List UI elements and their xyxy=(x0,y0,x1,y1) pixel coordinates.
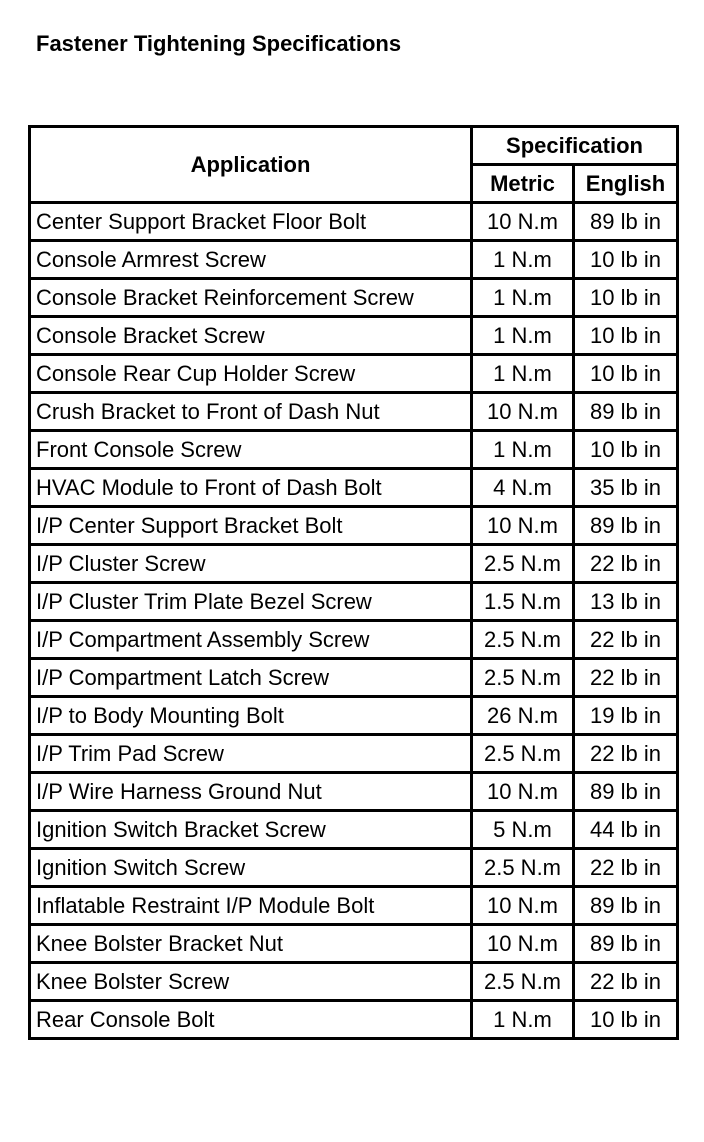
table-row xyxy=(30,887,678,925)
table-row xyxy=(30,279,678,317)
cell-english: 89 lb in xyxy=(574,925,678,963)
cell-english: 19 lb in xyxy=(574,697,678,735)
cell-application: Console Armrest Screw xyxy=(30,241,472,279)
cell-english: 89 lb in xyxy=(574,393,678,431)
cell-application: Knee Bolster Screw xyxy=(30,963,472,1001)
cell-english: 10 lb in xyxy=(574,355,678,393)
cell-metric: 4 N.m xyxy=(472,469,574,507)
cell-application: I/P Center Support Bracket Bolt xyxy=(30,507,472,545)
cell-english: 22 lb in xyxy=(574,963,678,1001)
cell-application: I/P Cluster Trim Plate Bezel Screw xyxy=(30,583,472,621)
cell-english: 22 lb in xyxy=(574,849,678,887)
cell-english: 10 lb in xyxy=(574,317,678,355)
table-row xyxy=(30,925,678,963)
cell-metric: 1 N.m xyxy=(472,279,574,317)
table-row xyxy=(30,811,678,849)
table-row xyxy=(30,241,678,279)
table-row xyxy=(30,735,678,773)
cell-application: Rear Console Bolt xyxy=(30,1001,472,1039)
table-row xyxy=(30,317,678,355)
cell-english: 89 lb in xyxy=(574,507,678,545)
table-row xyxy=(30,507,678,545)
cell-metric: 1.5 N.m xyxy=(472,583,574,621)
table-row xyxy=(30,697,678,735)
cell-metric: 2.5 N.m xyxy=(472,659,574,697)
cell-english: 22 lb in xyxy=(574,621,678,659)
cell-application: Crush Bracket to Front of Dash Nut xyxy=(30,393,472,431)
table-row xyxy=(30,355,678,393)
cell-application: I/P Trim Pad Screw xyxy=(30,735,472,773)
cell-english: 89 lb in xyxy=(574,773,678,811)
cell-application: HVAC Module to Front of Dash Bolt xyxy=(30,469,472,507)
cell-english: 13 lb in xyxy=(574,583,678,621)
cell-application: Knee Bolster Bracket Nut xyxy=(30,925,472,963)
cell-application: I/P Cluster Screw xyxy=(30,545,472,583)
cell-metric: 1 N.m xyxy=(472,355,574,393)
cell-metric: 1 N.m xyxy=(472,1001,574,1039)
cell-application: Ignition Switch Bracket Screw xyxy=(30,811,472,849)
header-english: English xyxy=(574,165,678,203)
cell-application: Center Support Bracket Floor Bolt xyxy=(30,203,472,241)
table-row xyxy=(30,431,678,469)
cell-metric: 1 N.m xyxy=(472,431,574,469)
header-metric: Metric xyxy=(472,165,574,203)
cell-application: I/P Compartment Assembly Screw xyxy=(30,621,472,659)
cell-english: 89 lb in xyxy=(574,887,678,925)
cell-application: I/P Wire Harness Ground Nut xyxy=(30,773,472,811)
cell-metric: 2.5 N.m xyxy=(472,621,574,659)
table-row xyxy=(30,583,678,621)
cell-english: 10 lb in xyxy=(574,241,678,279)
header-row-top xyxy=(30,127,678,165)
cell-metric: 2.5 N.m xyxy=(472,963,574,1001)
cell-english: 89 lb in xyxy=(574,203,678,241)
cell-metric: 10 N.m xyxy=(472,887,574,925)
cell-metric: 10 N.m xyxy=(472,925,574,963)
cell-metric: 26 N.m xyxy=(472,697,574,735)
cell-english: 10 lb in xyxy=(574,279,678,317)
cell-application: Inflatable Restraint I/P Module Bolt xyxy=(30,887,472,925)
table-row xyxy=(30,1001,678,1039)
table-row xyxy=(30,621,678,659)
cell-metric: 10 N.m xyxy=(472,507,574,545)
cell-english: 10 lb in xyxy=(574,1001,678,1039)
table-header xyxy=(30,127,678,203)
cell-metric: 10 N.m xyxy=(472,203,574,241)
cell-english: 35 lb in xyxy=(574,469,678,507)
table-row xyxy=(30,963,678,1001)
fastener-spec-table xyxy=(28,125,679,1040)
table-row xyxy=(30,203,678,241)
cell-application: Console Bracket Screw xyxy=(30,317,472,355)
page-title: Fastener Tightening Specifications xyxy=(36,31,402,56)
header-application: Application xyxy=(30,127,472,203)
cell-application: Console Bracket Reinforcement Screw xyxy=(30,279,472,317)
cell-metric: 2.5 N.m xyxy=(472,545,574,583)
cell-application: Front Console Screw xyxy=(30,431,472,469)
cell-metric: 10 N.m xyxy=(472,773,574,811)
cell-metric: 1 N.m xyxy=(472,241,574,279)
table-row xyxy=(30,469,678,507)
cell-english: 22 lb in xyxy=(574,659,678,697)
header-specification: Specification xyxy=(472,127,678,165)
table-row xyxy=(30,849,678,887)
table-row xyxy=(30,393,678,431)
table-row xyxy=(30,773,678,811)
cell-english: 22 lb in xyxy=(574,545,678,583)
cell-application: I/P to Body Mounting Bolt xyxy=(30,697,472,735)
table-body xyxy=(30,203,678,1039)
cell-application: Ignition Switch Screw xyxy=(30,849,472,887)
cell-metric: 2.5 N.m xyxy=(472,849,574,887)
cell-metric: 2.5 N.m xyxy=(472,735,574,773)
table-row xyxy=(30,545,678,583)
cell-english: 22 lb in xyxy=(574,735,678,773)
cell-application: Console Rear Cup Holder Screw xyxy=(30,355,472,393)
cell-english: 10 lb in xyxy=(574,431,678,469)
cell-metric: 10 N.m xyxy=(472,393,574,431)
cell-application: I/P Compartment Latch Screw xyxy=(30,659,472,697)
cell-metric: 5 N.m xyxy=(472,811,574,849)
cell-metric: 1 N.m xyxy=(472,317,574,355)
table-row xyxy=(30,659,678,697)
cell-english: 44 lb in xyxy=(574,811,678,849)
